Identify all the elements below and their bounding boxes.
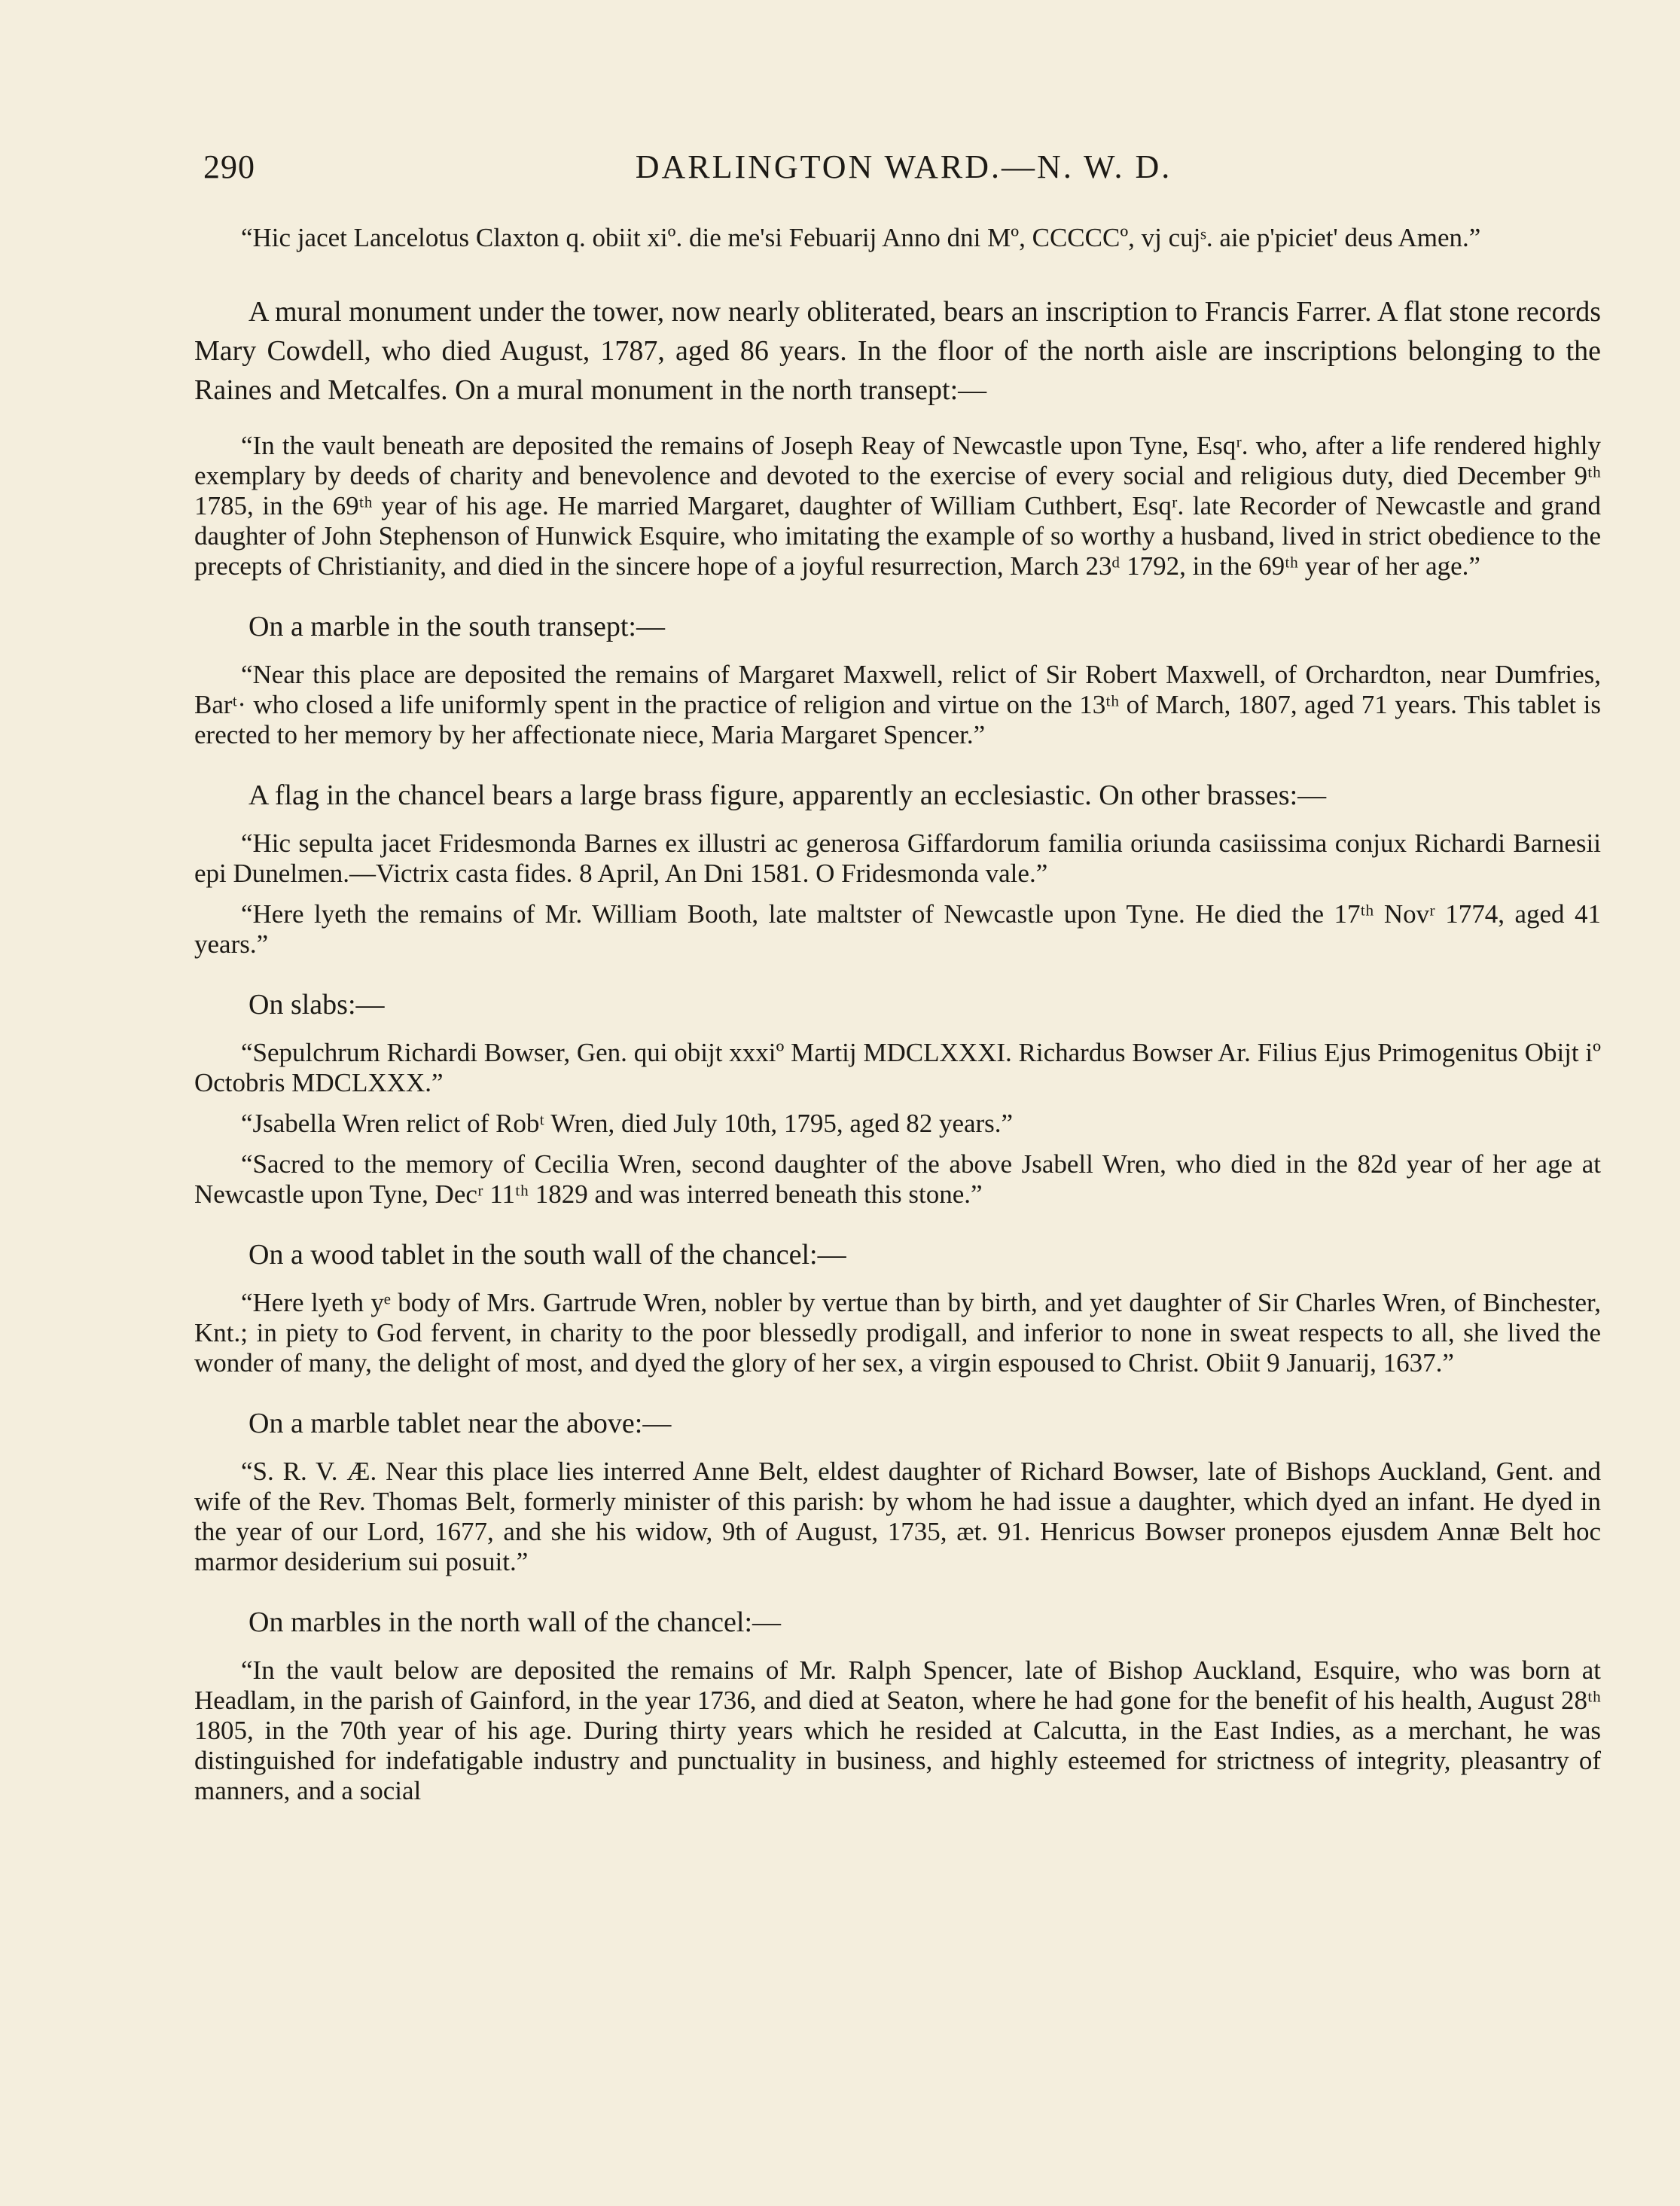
inscription-gartrude-wren: “Here lyeth yᵉ body of Mrs. Gartrude Wren, nobler by vertue than by birth, and yet daughter of Sir Charles Wren, of Binchester, Knt.; in piety to God fervent, in charity to the poor blessedly prodigall, and inferior to none in sweat respects to all, she lived the wonder of many, the delight of most, and dyed the glory of her sex, a virgin espoused to Christ. Obiit 9 Januarij, 1637.” <box>194 1288 1601 1378</box>
inscription-cecilia-wren: “Sacred to the memory of Cecilia Wren, second daughter of the above Jsabell Wren, who died in the 82d year of her age at Newcastle upon Tyne, Decʳ 11ᵗʰ 1829 and was interred beneath this stone.” <box>194 1149 1601 1209</box>
inscription-maxwell: “Near this place are deposited the remains of Margaret Maxwell, relict of Sir Robert Maxwell, of Orchardton, near Dumfries, Barᵗ· who closed a life uniformly spent in the practice of religion and virtue on the 13ᵗʰ of March, 1807, aged 71 years. This tablet is erected to her memory by her affectionate niece, Maria Margaret Spencer.” <box>194 660 1601 749</box>
intro-brass-figure: A flag in the chancel bears a large brass figure, apparently an ecclesiastic. On other brasses:— <box>248 780 1327 811</box>
page-number: 290 <box>203 148 255 185</box>
page-body <box>194 223 1601 1817</box>
inscription-bowser: “Sepulchrum Richardi Bowser, Gen. qui obijt xxxiº Martij MDCLXXXI. Richardus Bowser Ar. Filius Ejus Primogenitus Obijt iº Octobris MDCLXXX.” <box>194 1038 1601 1097</box>
intro-slabs: On slabs:— <box>248 989 385 1021</box>
page-header <box>203 148 1604 200</box>
intro-wood-tablet: On a wood tablet in the south wall of the chancel:— <box>248 1239 846 1271</box>
inscription-anne-belt: “S. R. V. Æ. Near this place lies interred Anne Belt, eldest daughter of Richard Bowser, late of Bishops Auckland, Gent. and wife of the Rev. Thomas Belt, formerly minister of this parish: by whom he had issue a daughter, which dyed an infant. He dyed in the year of our Lord, 1677, and she his widow, 9th of August, 1735, æt. 91. Henricus Bowser pronepos ejusdem Annæ Belt hoc marmor desiderium sui posuit.” <box>194 1457 1601 1576</box>
intro-north-wall: On marbles in the north wall of the chancel:— <box>248 1606 782 1638</box>
intro-south-transept: On a marble in the south transept:— <box>248 611 665 642</box>
inscription-reay: “In the vault beneath are deposited the remains of Joseph Reay of Newcastle upon Tyne, Esqʳ. who, after a life rendered highly exemplary by deeds of charity and benevolence and devoted to the exercise of every social and religious duty, died December 9ᵗʰ 1785, in the 69ᵗʰ year of his age. He married Margaret, daughter of William Cuthbert, Esqʳ. late Recorder of Newcastle and grand daughter of John Stephenson of Hunwick Esquire, who imitating the example of so worthy a husband, lived in strict obedience to the precepts of Christianity, and died in the sincere hope of a joyful resurrection, March 23ᵈ 1792, in the 69ᵗʰ year of her age.” <box>194 431 1601 581</box>
inscription-ralph-spencer: “In the vault below are deposited the remains of Mr. Ralph Spencer, late of Bishop Auckland, Esquire, who was born at Headlam, in the parish of Gainford, in the year 1736, and died at Seaton, where he had gone for the benefit of his health, August 28ᵗʰ 1805, in the 70th year of his age. During thirty years which he resided at Calcutta, in the East Indies, as a merchant, he was distinguished for indefatigable industry and punctuality in business, and highly esteemed for strictness of integrity, pleasantry of manners, and a social <box>194 1655 1601 1805</box>
intro-marble-tablet: On a marble tablet near the above:— <box>248 1408 672 1439</box>
running-head: DARLINGTON WARD.—N. W. D. <box>635 148 1172 185</box>
paragraph-mural-monument: A mural monument under the tower, now nearly obliterated, bears an inscription to Francis Farrer. A flat stone records Mary Cowdell, who died August, 1787, aged 86 years. In the floor of the north aisle are inscriptions belonging to the Raines and Metcalfes. On a mural monument in the north transept:— <box>194 296 1601 406</box>
inscription-claxton: “Hic jacet Lancelotus Claxton q. obiit xiº. die me'si Febuarij Anno dni Mº, CCCCCº, vj cujˢ. aie p'piciet' deus Amen.” <box>241 223 1481 252</box>
inscription-jsabella-wren: “Jsabella Wren relict of Robᵗ Wren, died July 10th, 1795, aged 82 years.” <box>241 1109 1014 1138</box>
inscription-barnes: “Hic sepulta jacet Fridesmonda Barnes ex illustri ac generosa Giffardorum familia oriunda casiissima conjux Richardi Barnesii epi Dunelmen.—Victrix casta fides. 8 April, An Dni 1581. O Fridesmonda vale.” <box>194 828 1601 888</box>
inscription-booth: “Here lyeth the remains of Mr. William Booth, late maltster of Newcastle upon Tyne. He died the 17ᵗʰ Novʳ 1774, aged 41 years.” <box>194 899 1601 959</box>
